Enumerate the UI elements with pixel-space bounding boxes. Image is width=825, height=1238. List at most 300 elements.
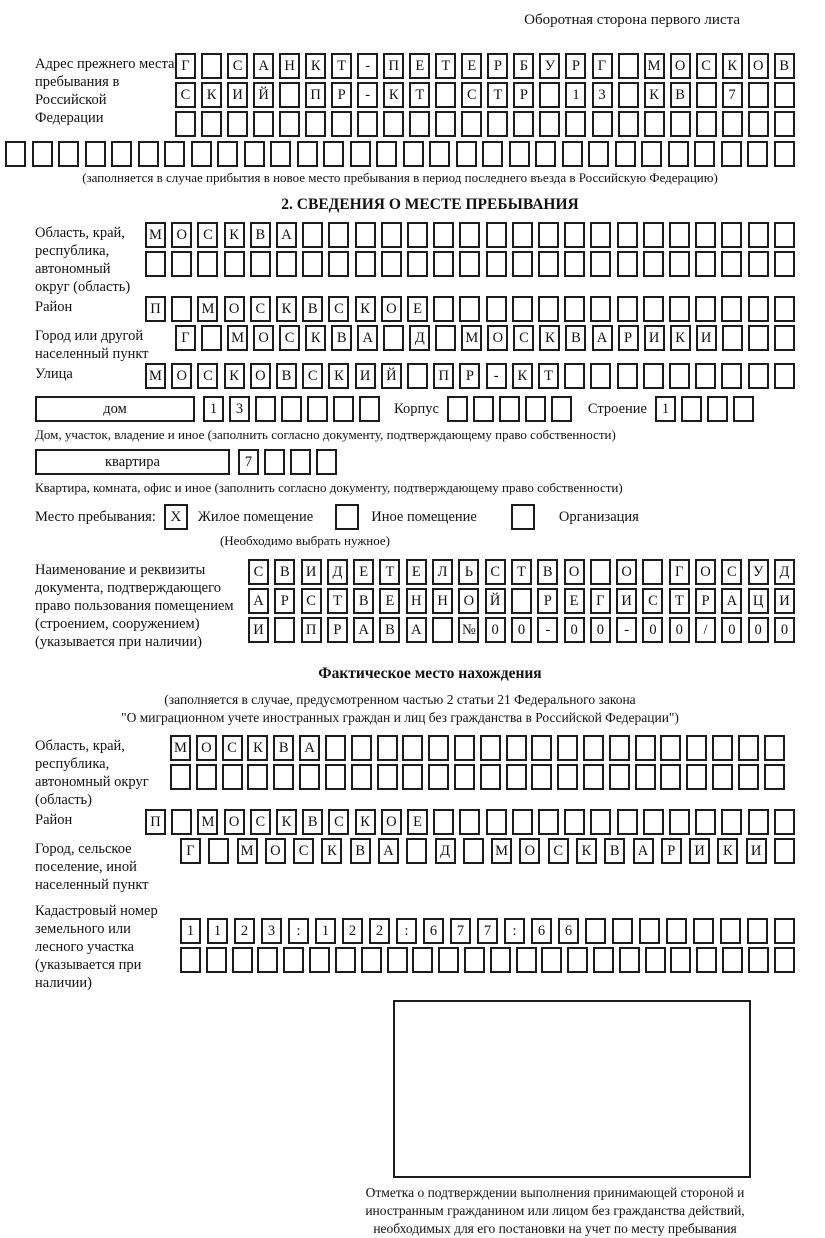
char-cell[interactable] <box>355 251 376 277</box>
char-cell[interactable]: М <box>197 809 218 835</box>
char-cell[interactable]: И <box>746 838 767 864</box>
char-cell[interactable]: 1 <box>315 918 336 944</box>
char-cell[interactable]: В <box>604 838 625 864</box>
char-cell[interactable]: Г <box>590 588 611 614</box>
char-cell[interactable]: Й <box>485 588 506 614</box>
char-cell[interactable] <box>506 735 527 761</box>
char-cell[interactable]: Л <box>432 559 453 585</box>
char-cell[interactable]: : <box>504 918 525 944</box>
char-cell[interactable]: Й <box>381 363 402 389</box>
char-cell[interactable] <box>175 111 196 137</box>
char-cell[interactable]: Е <box>409 53 430 79</box>
char-cell[interactable]: О <box>487 325 508 351</box>
char-cell[interactable] <box>328 222 349 248</box>
char-cell[interactable] <box>618 53 639 79</box>
stay-type-checkbox-other-premises[interactable] <box>335 504 359 530</box>
char-cell[interactable]: М <box>227 325 248 351</box>
char-cell[interactable]: С <box>197 222 218 248</box>
char-cell[interactable]: 1 <box>180 918 201 944</box>
char-cell[interactable] <box>406 838 427 864</box>
char-cell[interactable] <box>525 396 546 422</box>
char-cell[interactable] <box>244 141 265 167</box>
char-cell[interactable]: Т <box>435 53 456 79</box>
char-cell[interactable] <box>707 396 728 422</box>
char-cell[interactable]: 2 <box>234 918 255 944</box>
char-cell[interactable]: 1 <box>203 396 224 422</box>
char-cell[interactable]: С <box>175 82 196 108</box>
char-cell[interactable] <box>748 363 769 389</box>
char-cell[interactable]: Г <box>669 559 690 585</box>
char-cell[interactable]: Т <box>538 363 559 389</box>
char-cell[interactable] <box>748 947 769 973</box>
char-cell[interactable] <box>433 222 454 248</box>
char-cell[interactable]: К <box>276 296 297 322</box>
char-cell[interactable]: О <box>695 559 716 585</box>
char-cell[interactable] <box>774 141 795 167</box>
char-cell[interactable]: М <box>461 325 482 351</box>
char-cell[interactable]: И <box>644 325 665 351</box>
char-cell[interactable] <box>562 141 583 167</box>
char-cell[interactable] <box>217 141 238 167</box>
char-cell[interactable]: 1 <box>207 918 228 944</box>
char-cell[interactable]: Д <box>774 559 795 585</box>
char-cell[interactable] <box>402 735 423 761</box>
char-cell[interactable]: Ц <box>748 588 769 614</box>
char-cell[interactable] <box>335 947 356 973</box>
char-cell[interactable]: 3 <box>592 82 613 108</box>
char-cell[interactable] <box>564 222 585 248</box>
char-cell[interactable]: Н <box>432 588 453 614</box>
char-cell[interactable] <box>722 111 743 137</box>
char-cell[interactable] <box>564 296 585 322</box>
char-cell[interactable]: К <box>539 325 560 351</box>
char-cell[interactable] <box>748 82 769 108</box>
char-cell[interactable] <box>538 251 559 277</box>
char-cell[interactable] <box>696 111 717 137</box>
char-cell[interactable] <box>642 559 663 585</box>
char-cell[interactable] <box>590 559 611 585</box>
char-cell[interactable]: Г <box>175 325 196 351</box>
char-cell[interactable]: 0 <box>485 617 506 643</box>
stay-type-checkbox-organization[interactable] <box>511 504 535 530</box>
char-cell[interactable]: 1 <box>565 82 586 108</box>
char-cell[interactable] <box>253 111 274 137</box>
char-cell[interactable] <box>593 947 614 973</box>
char-cell[interactable] <box>738 764 759 790</box>
char-cell[interactable] <box>686 764 707 790</box>
char-cell[interactable] <box>387 947 408 973</box>
char-cell[interactable]: Е <box>353 559 374 585</box>
char-cell[interactable]: П <box>145 296 166 322</box>
char-cell[interactable] <box>738 735 759 761</box>
char-cell[interactable] <box>456 141 477 167</box>
char-cell[interactable]: О <box>748 53 769 79</box>
char-cell[interactable]: П <box>301 617 322 643</box>
char-cell[interactable] <box>644 111 665 137</box>
char-cell[interactable] <box>257 947 278 973</box>
char-cell[interactable]: Н <box>406 588 427 614</box>
char-cell[interactable] <box>323 141 344 167</box>
char-cell[interactable] <box>617 222 638 248</box>
char-cell[interactable]: О <box>265 838 286 864</box>
char-cell[interactable]: С <box>302 363 323 389</box>
char-cell[interactable] <box>721 251 742 277</box>
char-cell[interactable] <box>539 111 560 137</box>
char-cell[interactable] <box>224 251 245 277</box>
char-cell[interactable] <box>512 809 533 835</box>
char-cell[interactable]: : <box>288 918 309 944</box>
char-cell[interactable] <box>232 947 253 973</box>
char-cell[interactable] <box>670 947 691 973</box>
char-cell[interactable] <box>511 588 532 614</box>
char-cell[interactable] <box>409 111 430 137</box>
char-cell[interactable] <box>206 947 227 973</box>
char-cell[interactable] <box>5 141 26 167</box>
char-cell[interactable]: С <box>696 53 717 79</box>
char-cell[interactable] <box>639 918 660 944</box>
char-cell[interactable]: С <box>293 838 314 864</box>
char-cell[interactable]: О <box>224 296 245 322</box>
char-cell[interactable]: М <box>145 222 166 248</box>
char-cell[interactable] <box>377 735 398 761</box>
char-cell[interactable] <box>331 111 352 137</box>
char-cell[interactable]: В <box>537 559 558 585</box>
char-cell[interactable]: Е <box>407 809 428 835</box>
char-cell[interactable]: А <box>721 588 742 614</box>
char-cell[interactable] <box>512 296 533 322</box>
char-cell[interactable]: О <box>381 296 402 322</box>
char-cell[interactable]: С <box>513 325 534 351</box>
char-cell[interactable] <box>748 809 769 835</box>
char-cell[interactable] <box>695 809 716 835</box>
char-cell[interactable]: С <box>279 325 300 351</box>
char-cell[interactable] <box>433 296 454 322</box>
char-cell[interactable]: В <box>276 363 297 389</box>
char-cell[interactable] <box>325 735 346 761</box>
char-cell[interactable] <box>635 764 656 790</box>
char-cell[interactable] <box>774 251 795 277</box>
char-cell[interactable] <box>748 111 769 137</box>
char-cell[interactable]: С <box>721 559 742 585</box>
char-cell[interactable]: В <box>379 617 400 643</box>
char-cell[interactable]: М <box>644 53 665 79</box>
char-cell[interactable]: 1 <box>655 396 676 422</box>
char-cell[interactable] <box>564 363 585 389</box>
char-cell[interactable] <box>447 396 468 422</box>
char-cell[interactable] <box>138 141 159 167</box>
char-cell[interactable]: А <box>357 325 378 351</box>
char-cell[interactable] <box>381 251 402 277</box>
char-cell[interactable] <box>302 222 323 248</box>
char-cell[interactable]: - <box>357 53 378 79</box>
char-cell[interactable] <box>774 918 795 944</box>
char-cell[interactable] <box>609 764 630 790</box>
char-cell[interactable]: Е <box>379 588 400 614</box>
char-cell[interactable] <box>721 296 742 322</box>
char-cell[interactable]: Р <box>487 53 508 79</box>
char-cell[interactable] <box>695 251 716 277</box>
char-cell[interactable] <box>721 363 742 389</box>
char-cell[interactable] <box>171 296 192 322</box>
char-cell[interactable] <box>355 222 376 248</box>
char-cell[interactable] <box>774 82 795 108</box>
char-cell[interactable]: С <box>250 809 271 835</box>
char-cell[interactable] <box>774 809 795 835</box>
char-cell[interactable]: Р <box>537 588 558 614</box>
char-cell[interactable] <box>180 947 201 973</box>
char-cell[interactable] <box>619 947 640 973</box>
char-cell[interactable]: И <box>689 838 710 864</box>
char-cell[interactable] <box>270 141 291 167</box>
char-cell[interactable]: И <box>696 325 717 351</box>
char-cell[interactable] <box>513 111 534 137</box>
char-cell[interactable] <box>480 735 501 761</box>
char-cell[interactable] <box>694 141 715 167</box>
char-cell[interactable] <box>302 251 323 277</box>
char-cell[interactable] <box>164 141 185 167</box>
char-cell[interactable] <box>712 764 733 790</box>
char-cell[interactable] <box>350 141 371 167</box>
char-cell[interactable]: Р <box>327 617 348 643</box>
char-cell[interactable] <box>670 111 691 137</box>
char-cell[interactable] <box>473 396 494 422</box>
char-cell[interactable] <box>720 918 741 944</box>
char-cell[interactable]: П <box>383 53 404 79</box>
char-cell[interactable] <box>486 809 507 835</box>
char-cell[interactable] <box>299 764 320 790</box>
char-cell[interactable]: 7 <box>722 82 743 108</box>
char-cell[interactable]: К <box>670 325 691 351</box>
char-cell[interactable] <box>412 947 433 973</box>
char-cell[interactable] <box>531 735 552 761</box>
char-cell[interactable]: С <box>328 296 349 322</box>
char-cell[interactable]: О <box>616 559 637 585</box>
char-cell[interactable] <box>480 764 501 790</box>
char-cell[interactable] <box>617 363 638 389</box>
char-cell[interactable]: А <box>378 838 399 864</box>
char-cell[interactable] <box>669 222 690 248</box>
char-cell[interactable] <box>643 222 664 248</box>
char-cell[interactable] <box>506 764 527 790</box>
char-cell[interactable] <box>565 111 586 137</box>
char-cell[interactable]: Т <box>331 53 352 79</box>
char-cell[interactable] <box>433 251 454 277</box>
char-cell[interactable]: - <box>357 82 378 108</box>
char-cell[interactable] <box>429 141 450 167</box>
char-cell[interactable]: И <box>227 82 248 108</box>
char-cell[interactable]: 0 <box>590 617 611 643</box>
char-cell[interactable] <box>615 141 636 167</box>
char-cell[interactable] <box>681 396 702 422</box>
char-cell[interactable]: М <box>237 838 258 864</box>
char-cell[interactable]: 2 <box>342 918 363 944</box>
char-cell[interactable] <box>585 918 606 944</box>
char-cell[interactable] <box>376 141 397 167</box>
char-cell[interactable] <box>712 735 733 761</box>
char-cell[interactable] <box>721 809 742 835</box>
char-cell[interactable] <box>695 363 716 389</box>
char-cell[interactable]: О <box>224 809 245 835</box>
char-cell[interactable]: А <box>406 617 427 643</box>
char-cell[interactable] <box>325 764 346 790</box>
char-cell[interactable]: А <box>353 617 374 643</box>
char-cell[interactable] <box>512 222 533 248</box>
char-cell[interactable] <box>668 141 689 167</box>
char-cell[interactable] <box>564 809 585 835</box>
char-cell[interactable] <box>283 947 304 973</box>
char-cell[interactable] <box>583 764 604 790</box>
char-cell[interactable] <box>403 141 424 167</box>
char-cell[interactable]: К <box>224 222 245 248</box>
char-cell[interactable]: 7 <box>450 918 471 944</box>
char-cell[interactable] <box>590 363 611 389</box>
char-cell[interactable]: Т <box>669 588 690 614</box>
char-cell[interactable] <box>305 111 326 137</box>
char-cell[interactable] <box>435 111 456 137</box>
char-cell[interactable]: 2 <box>369 918 390 944</box>
char-cell[interactable] <box>669 296 690 322</box>
char-cell[interactable] <box>482 141 503 167</box>
char-cell[interactable]: М <box>145 363 166 389</box>
char-cell[interactable] <box>747 918 768 944</box>
char-cell[interactable]: 0 <box>511 617 532 643</box>
char-cell[interactable] <box>564 251 585 277</box>
char-cell[interactable]: Е <box>406 559 427 585</box>
char-cell[interactable] <box>748 251 769 277</box>
char-cell[interactable]: С <box>222 735 243 761</box>
char-cell[interactable]: 0 <box>748 617 769 643</box>
char-cell[interactable]: В <box>565 325 586 351</box>
char-cell[interactable] <box>774 363 795 389</box>
char-cell[interactable] <box>512 251 533 277</box>
char-cell[interactable] <box>459 222 480 248</box>
char-cell[interactable] <box>250 251 271 277</box>
char-cell[interactable]: Е <box>461 53 482 79</box>
char-cell[interactable]: К <box>644 82 665 108</box>
char-cell[interactable]: 6 <box>531 918 552 944</box>
char-cell[interactable]: С <box>248 559 269 585</box>
char-cell[interactable] <box>85 141 106 167</box>
char-cell[interactable]: А <box>248 588 269 614</box>
char-cell[interactable]: Т <box>327 588 348 614</box>
char-cell[interactable] <box>383 111 404 137</box>
char-cell[interactable]: А <box>633 838 654 864</box>
char-cell[interactable] <box>669 809 690 835</box>
char-cell[interactable] <box>281 396 302 422</box>
char-cell[interactable] <box>328 251 349 277</box>
char-cell[interactable]: О <box>670 53 691 79</box>
char-cell[interactable] <box>774 947 795 973</box>
char-cell[interactable]: А <box>592 325 613 351</box>
char-cell[interactable]: К <box>355 296 376 322</box>
char-cell[interactable]: С <box>328 809 349 835</box>
char-cell[interactable] <box>357 111 378 137</box>
char-cell[interactable]: П <box>145 809 166 835</box>
char-cell[interactable]: Т <box>379 559 400 585</box>
char-cell[interactable]: С <box>461 82 482 108</box>
char-cell[interactable] <box>464 947 485 973</box>
char-cell[interactable] <box>333 396 354 422</box>
char-cell[interactable] <box>509 141 530 167</box>
char-cell[interactable]: В <box>273 735 294 761</box>
char-cell[interactable]: К <box>305 325 326 351</box>
char-cell[interactable] <box>438 947 459 973</box>
char-cell[interactable]: П <box>433 363 454 389</box>
char-cell[interactable] <box>222 764 243 790</box>
char-cell[interactable] <box>454 735 475 761</box>
char-cell[interactable]: Е <box>564 588 585 614</box>
char-cell[interactable] <box>764 764 785 790</box>
char-cell[interactable] <box>747 141 768 167</box>
char-cell[interactable]: Р <box>274 588 295 614</box>
char-cell[interactable]: О <box>171 222 192 248</box>
char-cell[interactable]: С <box>301 588 322 614</box>
char-cell[interactable] <box>721 141 742 167</box>
char-cell[interactable]: 0 <box>774 617 795 643</box>
char-cell[interactable] <box>774 325 795 351</box>
char-cell[interactable]: И <box>616 588 637 614</box>
char-cell[interactable]: Й <box>253 82 274 108</box>
char-cell[interactable] <box>695 222 716 248</box>
char-cell[interactable]: 3 <box>261 918 282 944</box>
char-cell[interactable] <box>32 141 53 167</box>
char-cell[interactable]: В <box>331 325 352 351</box>
char-cell[interactable] <box>486 222 507 248</box>
char-cell[interactable] <box>722 325 743 351</box>
char-cell[interactable]: К <box>722 53 743 79</box>
char-cell[interactable] <box>617 251 638 277</box>
char-cell[interactable] <box>539 82 560 108</box>
char-cell[interactable] <box>463 838 484 864</box>
char-cell[interactable] <box>538 809 559 835</box>
char-cell[interactable] <box>486 251 507 277</box>
char-cell[interactable] <box>276 251 297 277</box>
char-cell[interactable]: Р <box>459 363 480 389</box>
char-cell[interactable] <box>383 325 404 351</box>
char-cell[interactable]: К <box>276 809 297 835</box>
char-cell[interactable] <box>618 111 639 137</box>
char-cell[interactable] <box>748 296 769 322</box>
char-cell[interactable] <box>696 82 717 108</box>
char-cell[interactable] <box>557 764 578 790</box>
char-cell[interactable]: М <box>170 735 191 761</box>
char-cell[interactable] <box>643 363 664 389</box>
char-cell[interactable] <box>171 809 192 835</box>
char-cell[interactable] <box>459 296 480 322</box>
char-cell[interactable]: К <box>355 809 376 835</box>
char-cell[interactable] <box>111 141 132 167</box>
char-cell[interactable] <box>748 325 769 351</box>
char-cell[interactable]: О <box>253 325 274 351</box>
char-cell[interactable] <box>618 82 639 108</box>
char-cell[interactable]: В <box>302 296 323 322</box>
char-cell[interactable]: Б <box>513 53 534 79</box>
char-cell[interactable] <box>590 251 611 277</box>
char-cell[interactable]: О <box>250 363 271 389</box>
char-cell[interactable]: И <box>355 363 376 389</box>
char-cell[interactable] <box>171 251 192 277</box>
char-cell[interactable] <box>635 735 656 761</box>
char-cell[interactable] <box>660 735 681 761</box>
char-cell[interactable]: / <box>695 617 716 643</box>
char-cell[interactable] <box>617 809 638 835</box>
char-cell[interactable]: 7 <box>238 449 259 475</box>
char-cell[interactable] <box>643 809 664 835</box>
char-cell[interactable] <box>297 141 318 167</box>
char-cell[interactable] <box>197 251 218 277</box>
char-cell[interactable] <box>274 617 295 643</box>
char-cell[interactable]: 3 <box>229 396 250 422</box>
